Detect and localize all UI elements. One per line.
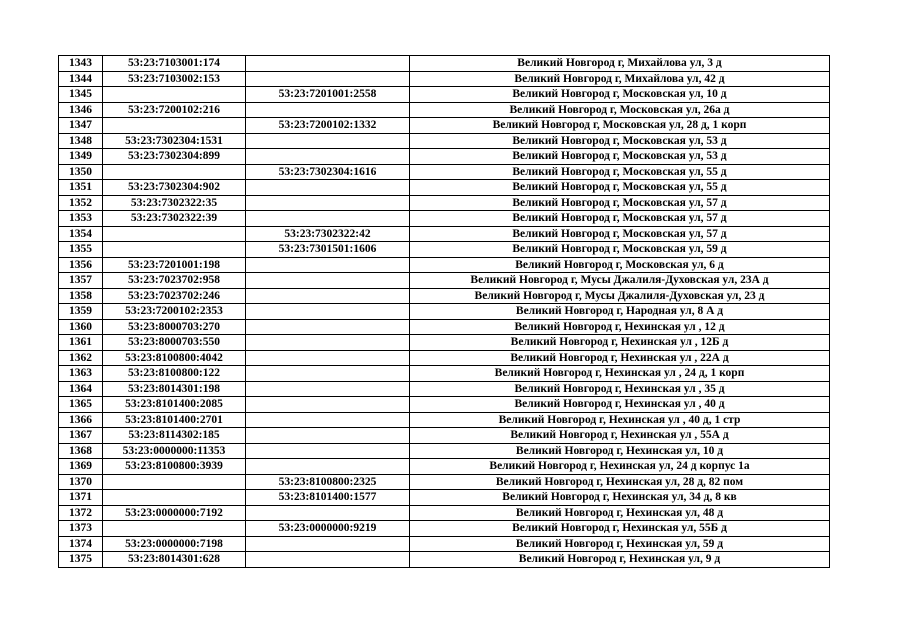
row-number-cell: 1366 (59, 412, 103, 428)
address-cell: Великий Новгород г, Московская ул, 53 д (410, 133, 830, 149)
table-row (59, 195, 830, 211)
address-cell: Великий Новгород г, Московская ул, 6 д (410, 257, 830, 273)
address-cell: Великий Новгород г, Нехинская ул , 12 д (410, 319, 830, 335)
address-cell: Великий Новгород г, Народная ул, 8 А д (410, 304, 830, 320)
table-row (59, 505, 830, 521)
cadastral-number-cell: 53:23:7023702:246 (103, 288, 246, 304)
cadastral-number-cell: 53:23:8100800:4042 (103, 350, 246, 366)
address-cell: Великий Новгород г, Нехинская ул, 24 д корпус 1а (410, 459, 830, 475)
row-number-cell: 1343 (59, 56, 103, 72)
address-cell: Великий Новгород г, Московская ул, 55 д (410, 164, 830, 180)
cadastral-number-alt-cell: 53:23:0000000:9219 (246, 521, 410, 537)
table-row (59, 87, 830, 103)
cadastral-number-cell: 53:23:8100800:3939 (103, 459, 246, 475)
cadastral-number-cell: 53:23:8014301:628 (103, 552, 246, 568)
cadastral-number-alt-cell (246, 273, 410, 289)
address-cell: Великий Новгород г, Московская ул, 28 д, 1 корп (410, 118, 830, 134)
row-number-cell: 1361 (59, 335, 103, 351)
cadastral-number-alt-cell (246, 319, 410, 335)
cadastral-number-alt-cell (246, 397, 410, 413)
row-number-cell: 1371 (59, 490, 103, 506)
address-cell: Великий Новгород г, Московская ул, 57 д (410, 195, 830, 211)
cadastral-number-cell (103, 474, 246, 490)
row-number-cell: 1355 (59, 242, 103, 258)
table-row (59, 428, 830, 444)
address-cell: Великий Новгород г, Мусы Джалиля-Духовская ул, 23А д (410, 273, 830, 289)
address-cell: Великий Новгород г, Нехинская ул, 55Б д (410, 521, 830, 537)
cadastral-number-alt-cell (246, 428, 410, 444)
row-number-cell: 1374 (59, 536, 103, 552)
cadastral-number-alt-cell (246, 180, 410, 196)
cadastral-number-alt-cell (246, 366, 410, 382)
row-number-cell: 1375 (59, 552, 103, 568)
table-row (59, 102, 830, 118)
row-number-cell: 1362 (59, 350, 103, 366)
cadastral-number-alt-cell (246, 195, 410, 211)
cadastral-number-alt-cell (246, 56, 410, 72)
address-cell: Великий Новгород г, Московская ул, 57 д (410, 211, 830, 227)
address-cell: Великий Новгород г, Нехинская ул , 55А д (410, 428, 830, 444)
cadastral-number-cell: 53:23:7103001:174 (103, 56, 246, 72)
table-row (59, 226, 830, 242)
address-cell: Великий Новгород г, Нехинская ул, 34 д, 8 кв (410, 490, 830, 506)
table-row (59, 118, 830, 134)
cadastral-number-alt-cell (246, 350, 410, 366)
row-number-cell: 1365 (59, 397, 103, 413)
cadastral-number-alt-cell (246, 459, 410, 475)
table-row (59, 319, 830, 335)
row-number-cell: 1360 (59, 319, 103, 335)
cadastral-number-alt-cell (246, 102, 410, 118)
cadastral-number-cell: 53:23:0000000:7192 (103, 505, 246, 521)
cadastral-number-cell: 53:23:8101400:2085 (103, 397, 246, 413)
address-cell: Великий Новгород г, Нехинская ул , 40 д, 1 стр (410, 412, 830, 428)
row-number-cell: 1349 (59, 149, 103, 165)
row-number-cell: 1370 (59, 474, 103, 490)
cadastral-number-alt-cell (246, 133, 410, 149)
table-row (59, 56, 830, 72)
cadastral-number-cell: 53:23:8100800:122 (103, 366, 246, 382)
cadastral-number-alt-cell: 53:23:7200102:1332 (246, 118, 410, 134)
row-number-cell: 1368 (59, 443, 103, 459)
cadastral-number-cell (103, 490, 246, 506)
address-cell: Великий Новгород г, Московская ул, 55 д (410, 180, 830, 196)
table-row (59, 397, 830, 413)
cadastral-number-alt-cell: 53:23:7201001:2558 (246, 87, 410, 103)
row-number-cell: 1369 (59, 459, 103, 475)
cadastral-number-alt-cell: 53:23:7302322:42 (246, 226, 410, 242)
row-number-cell: 1352 (59, 195, 103, 211)
cadastral-number-cell: 53:23:8014301:198 (103, 381, 246, 397)
cadastral-number-alt-cell: 53:23:7301501:1606 (246, 242, 410, 258)
address-cell: Великий Новгород г, Нехинская ул , 40 д (410, 397, 830, 413)
cadastral-number-cell: 53:23:8000703:550 (103, 335, 246, 351)
table-row (59, 211, 830, 227)
row-number-cell: 1363 (59, 366, 103, 382)
cadastral-number-cell: 53:23:7302322:35 (103, 195, 246, 211)
address-cell: Великий Новгород г, Нехинская ул , 22А д (410, 350, 830, 366)
row-number-cell: 1356 (59, 257, 103, 273)
cadastral-number-cell: 53:23:7200102:2353 (103, 304, 246, 320)
cadastral-number-cell: 53:23:7302304:902 (103, 180, 246, 196)
table-row (59, 273, 830, 289)
row-number-cell: 1367 (59, 428, 103, 444)
cadastral-number-alt-cell (246, 288, 410, 304)
cadastral-number-alt-cell (246, 536, 410, 552)
row-number-cell: 1345 (59, 87, 103, 103)
cadastral-number-cell: 53:23:8114302:185 (103, 428, 246, 444)
cadastral-number-cell: 53:23:7023702:958 (103, 273, 246, 289)
row-number-cell: 1373 (59, 521, 103, 537)
table-row (59, 521, 830, 537)
table-row (59, 180, 830, 196)
cadastral-number-cell: 53:23:7302304:899 (103, 149, 246, 165)
address-cell: Великий Новгород г, Московская ул, 53 д (410, 149, 830, 165)
cadastral-number-alt-cell (246, 335, 410, 351)
cadastral-number-alt-cell (246, 552, 410, 568)
cadastral-number-cell (103, 242, 246, 258)
table-row (59, 552, 830, 568)
address-cell: Великий Новгород г, Нехинская ул, 10 д (410, 443, 830, 459)
address-cell: Великий Новгород г, Нехинская ул, 48 д (410, 505, 830, 521)
address-cell: Великий Новгород г, Михайлова ул, 3 д (410, 56, 830, 72)
table-row (59, 242, 830, 258)
row-number-cell: 1346 (59, 102, 103, 118)
cadastral-number-alt-cell: 53:23:7302304:1616 (246, 164, 410, 180)
cadastral-number-cell: 53:23:7302304:1531 (103, 133, 246, 149)
row-number-cell: 1353 (59, 211, 103, 227)
cadastral-number-cell (103, 164, 246, 180)
table-row (59, 288, 830, 304)
row-number-cell: 1358 (59, 288, 103, 304)
cadastral-number-alt-cell: 53:23:8100800:2325 (246, 474, 410, 490)
table-row (59, 350, 830, 366)
cadastral-number-alt-cell (246, 412, 410, 428)
cadastral-number-cell: 53:23:7302322:39 (103, 211, 246, 227)
row-number-cell: 1351 (59, 180, 103, 196)
cadastral-number-alt-cell (246, 257, 410, 273)
cadastral-number-alt-cell (246, 381, 410, 397)
cadastral-number-cell: 53:23:8101400:2701 (103, 412, 246, 428)
table-row (59, 536, 830, 552)
address-cell: Великий Новгород г, Московская ул, 57 д (410, 226, 830, 242)
row-number-cell: 1364 (59, 381, 103, 397)
row-number-cell: 1344 (59, 71, 103, 87)
cadastral-number-alt-cell: 53:23:8101400:1577 (246, 490, 410, 506)
registry-table-body (59, 56, 830, 568)
address-cell: Великий Новгород г, Нехинская ул, 59 д (410, 536, 830, 552)
cadastral-number-cell (103, 87, 246, 103)
address-cell: Великий Новгород г, Михайлова ул, 42 д (410, 71, 830, 87)
table-row (59, 412, 830, 428)
cadastral-number-cell: 53:23:0000000:11353 (103, 443, 246, 459)
address-cell: Великий Новгород г, Нехинская ул , 35 д (410, 381, 830, 397)
cadastral-number-alt-cell (246, 304, 410, 320)
table-row (59, 133, 830, 149)
table-row (59, 71, 830, 87)
table-row (59, 257, 830, 273)
table-row (59, 474, 830, 490)
cadastral-number-alt-cell (246, 443, 410, 459)
cadastral-number-cell (103, 226, 246, 242)
cadastral-number-cell: 53:23:7201001:198 (103, 257, 246, 273)
table-row (59, 164, 830, 180)
table-row (59, 149, 830, 165)
table-row (59, 335, 830, 351)
address-cell: Великий Новгород г, Нехинская ул , 12Б д (410, 335, 830, 351)
cadastral-number-cell: 53:23:7200102:216 (103, 102, 246, 118)
cadastral-number-cell: 53:23:7103002:153 (103, 71, 246, 87)
address-cell: Великий Новгород г, Московская ул, 26а д (410, 102, 830, 118)
table-row (59, 381, 830, 397)
cadastral-number-alt-cell (246, 71, 410, 87)
table-row (59, 490, 830, 506)
cadastral-number-alt-cell (246, 505, 410, 521)
cadastral-number-cell (103, 118, 246, 134)
row-number-cell: 1357 (59, 273, 103, 289)
address-cell: Великий Новгород г, Мусы Джалиля-Духовская ул, 23 д (410, 288, 830, 304)
table-row (59, 304, 830, 320)
table-row (59, 443, 830, 459)
row-number-cell: 1348 (59, 133, 103, 149)
address-cell: Великий Новгород г, Нехинская ул, 9 д (410, 552, 830, 568)
address-cell: Великий Новгород г, Московская ул, 59 д (410, 242, 830, 258)
table-row (59, 459, 830, 475)
cadastral-number-cell (103, 521, 246, 537)
row-number-cell: 1372 (59, 505, 103, 521)
cadastral-number-cell: 53:23:0000000:7198 (103, 536, 246, 552)
row-number-cell: 1359 (59, 304, 103, 320)
address-cell: Великий Новгород г, Нехинская ул, 28 д, 82 пом (410, 474, 830, 490)
registry-table (58, 55, 830, 568)
row-number-cell: 1354 (59, 226, 103, 242)
cadastral-number-cell: 53:23:8000703:270 (103, 319, 246, 335)
table-row (59, 366, 830, 382)
row-number-cell: 1350 (59, 164, 103, 180)
row-number-cell: 1347 (59, 118, 103, 134)
cadastral-number-alt-cell (246, 149, 410, 165)
cadastral-number-alt-cell (246, 211, 410, 227)
address-cell: Великий Новгород г, Нехинская ул , 24 д, 1 корп (410, 366, 830, 382)
address-cell: Великий Новгород г, Московская ул, 10 д (410, 87, 830, 103)
